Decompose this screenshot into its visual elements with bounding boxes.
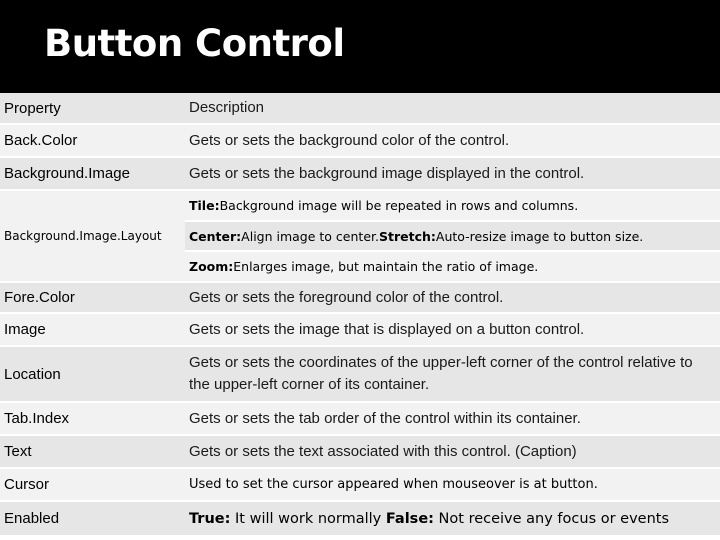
description-cell: Used to set the cursor appeared when mouseover is at button. (189, 476, 598, 492)
table-row (0, 314, 720, 347)
property-cell: Location (4, 365, 61, 383)
description-cell (189, 502, 714, 535)
description-cell: Gets or sets the text associated with this control. (Caption) (189, 442, 577, 460)
description-text: Enlarges image, but maintain the ratio of image. (233, 259, 539, 274)
property-cell: Background.Image (4, 165, 130, 182)
description-key: Center: (189, 228, 242, 244)
table-row (0, 191, 720, 281)
table-row (0, 158, 720, 191)
description-text: It will work normally (230, 510, 386, 527)
property-cell: Fore.Color (4, 289, 75, 306)
description-line (185, 222, 720, 252)
description-cell: Gets or sets the background color of the control. (189, 131, 510, 149)
table-row (0, 347, 720, 403)
header-description: Description (189, 99, 265, 116)
description-line (185, 191, 720, 222)
description-text: Align image to center. (241, 228, 379, 244)
description-key: Stretch: (378, 228, 436, 244)
property-cell: Text (4, 443, 32, 460)
description-cell: Gets or sets the image that is displayed on a button control. (189, 320, 585, 338)
property-cell: Enabled (4, 510, 60, 527)
table-row (0, 281, 720, 314)
table-row (0, 125, 720, 158)
table-row (0, 403, 720, 436)
description-key: True: (189, 510, 231, 527)
description-text: Auto-resize image to button size. (435, 228, 644, 244)
table-row (0, 469, 720, 502)
property-cell: Back.Color (4, 132, 78, 149)
description-cell: Gets or sets the tab order of the control within its container. (189, 409, 581, 427)
properties-table (0, 93, 720, 535)
description-cell: Gets or sets the background image displayed in the control. (189, 164, 585, 182)
property-cell: Image (4, 321, 46, 338)
table-row (0, 502, 720, 535)
description-cell: Gets or sets the foreground color of the control. (189, 288, 504, 306)
table-row (0, 436, 720, 469)
table-header-row (0, 93, 720, 125)
description-cell: Gets or sets the coordinates of the upper-left corner of the control relative to the upper-left corner of its container. (189, 354, 693, 393)
description-key: Zoom: (189, 259, 234, 274)
title-bar (0, 0, 720, 93)
description-text: Background image will be repeated in rows and columns. (219, 198, 579, 213)
property-cell: Tab.Index (4, 410, 70, 427)
header-property: Property (4, 99, 61, 117)
slide-title: Button Control (44, 22, 345, 65)
property-cell: Cursor (4, 476, 50, 493)
description-key: Tile: (189, 198, 220, 213)
property-cell: Background.Image.Layout (4, 229, 162, 243)
description-key: False: (385, 510, 434, 527)
description-line (185, 252, 720, 281)
description-text: Not receive any focus or events (433, 510, 670, 527)
